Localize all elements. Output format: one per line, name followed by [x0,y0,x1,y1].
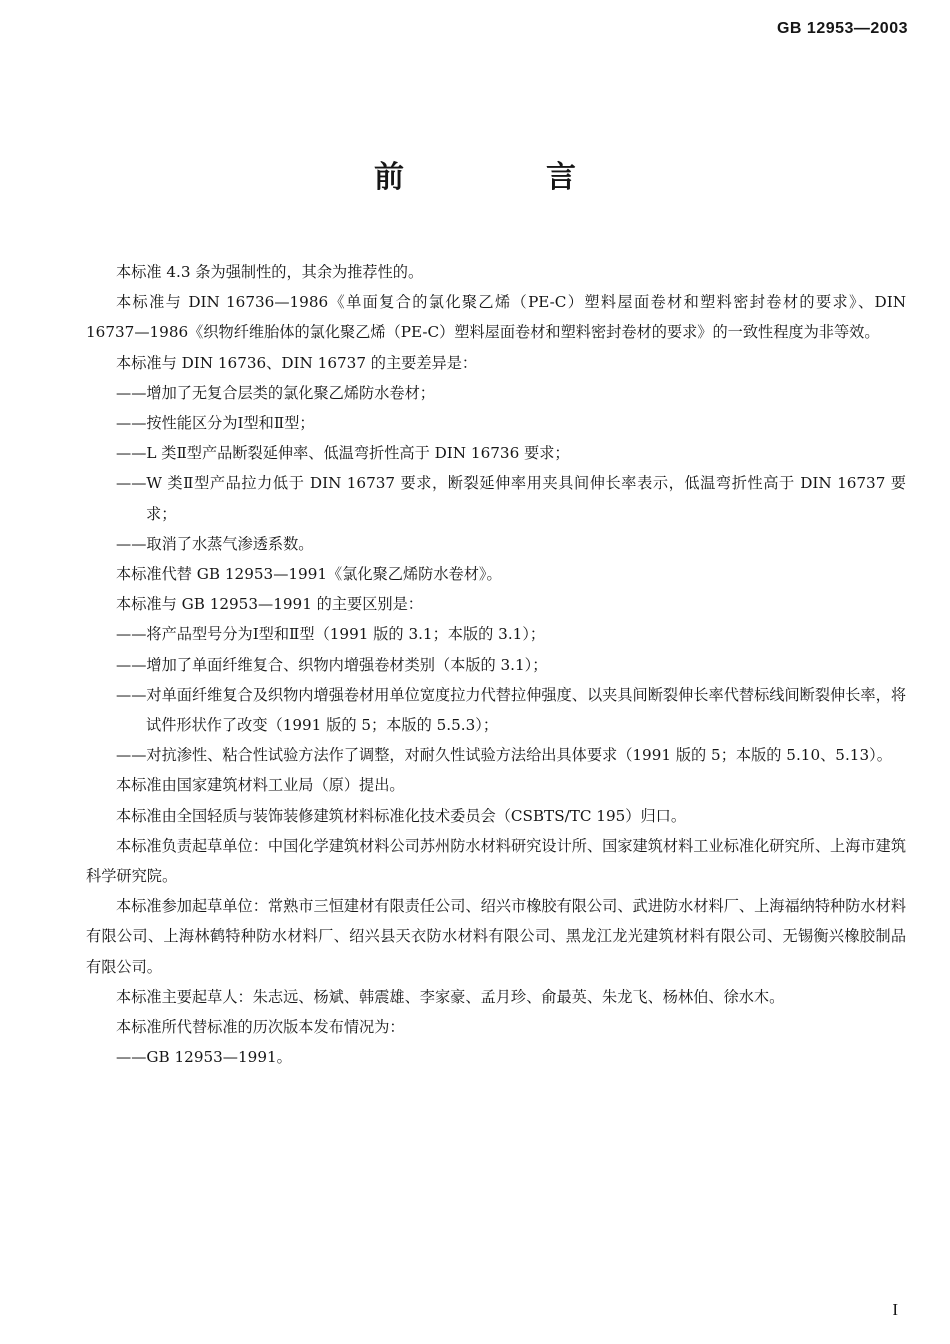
list-item: ——增加了单面纤维复合、织物内增强卷材类别（本版的 3.1）； [116,655,548,674]
list-item: ——W 类Ⅱ型产品拉力低于 DIN 16737 要求，断裂延伸率用夹具间伸长率表示，低温弯折性高于 DIN 16737 要求； [116,474,906,523]
paragraph-consistency-din: 本标准与 DIN 16736—1986《单面复合的氯化聚乙烯（PE-C）塑料屋面卷材和塑料密封卷材的要求》、DIN 16737—1986《织物纤维胎体的氯化聚乙烯（PE-C）塑料屋面卷材和塑料密封卷材的要求》的一致性程度为非等效。 [86,293,906,342]
standard-number: GB 12953—2003 [776,20,908,37]
paragraph-replaces: 本标准代替 GB 12953—1991《氯化聚乙烯防水卷材》。 [116,565,502,584]
paragraph-gb-differences-intro: 本标准与 GB 12953—1991 的主要区别是： [116,595,423,614]
list-item: ——将产品型号分为Ⅰ型和Ⅱ型（1991 版的 3.1；本版的 3.1）； [116,625,546,644]
list-item: ——增加了无复合层类的氯化聚乙烯防水卷材； [116,383,435,402]
paragraph-participating-units: 本标准参加起草单位：常熟市三恒建材有限责任公司、绍兴市橡胶有限公司、武进防水材料厂、上海福纳特种防水材料有限公司、上海林鹤特种防水材料厂、绍兴县天衣防水材料有限公司、黑龙江龙光建筑材料有限公司、无锡衡兴橡胶制品有限公司。 [86,897,906,976]
list-item: ——对单面纤维复合及织物内增强卷材用单位宽度拉力代替拉伸强度、以夹具间断裂伸长率代替标线间断裂伸长率，将试件形状作了改变（1991 版的 5；本版的 5.5.3）； [116,685,906,735]
list-item: ——GB 12953—1991。 [116,1048,292,1067]
list-item: ——L 类Ⅱ型产品断裂延伸率、低温弯折性高于 DIN 16736 要求； [116,444,570,463]
list-item: ——按性能区分为Ⅰ型和Ⅱ型； [116,414,315,433]
list-item: ——取消了水蒸气渗透系数。 [116,534,314,553]
page-number: I [892,1300,898,1319]
paragraph-previous-editions-intro: 本标准所代替标准的历次版本发布情况为： [116,1018,405,1037]
foreword-body [86,257,906,1072]
paragraph-din-differences-intro: 本标准与 DIN 16736、DIN 16737 的主要差异是： [116,353,478,372]
paragraph-mandatory-clause: 本标准 4.3 条为强制性的，其余为推荐性的。 [116,263,424,281]
paragraph-centralized-by: 本标准由全国轻质与装饰装修建筑材料标准化技术委员会（CSBTS/TC 195）归口。 [116,806,687,825]
paragraph-drafting-unit: 本标准负责起草单位：中国化学建筑材料公司苏州防水材料研究设计所、国家建筑材料工业标准化研究所、上海市建筑科学研究院。 [86,836,906,886]
page-title: 前 言 [374,160,632,195]
paragraph-main-drafters: 本标准主要起草人：朱志远、杨斌、韩震雄、李家豪、孟月珍、俞最英、朱龙飞、杨林伯、徐水木。 [116,987,785,1006]
paragraph-proposed-by: 本标准由国家建筑材料工业局（原）提出。 [116,776,405,795]
list-item: ——对抗渗性、粘合性试验方法作了调整，对耐久性试验方法给出具体要求（1991 版的 5；本版的 5.10、5.13）。 [116,746,892,765]
